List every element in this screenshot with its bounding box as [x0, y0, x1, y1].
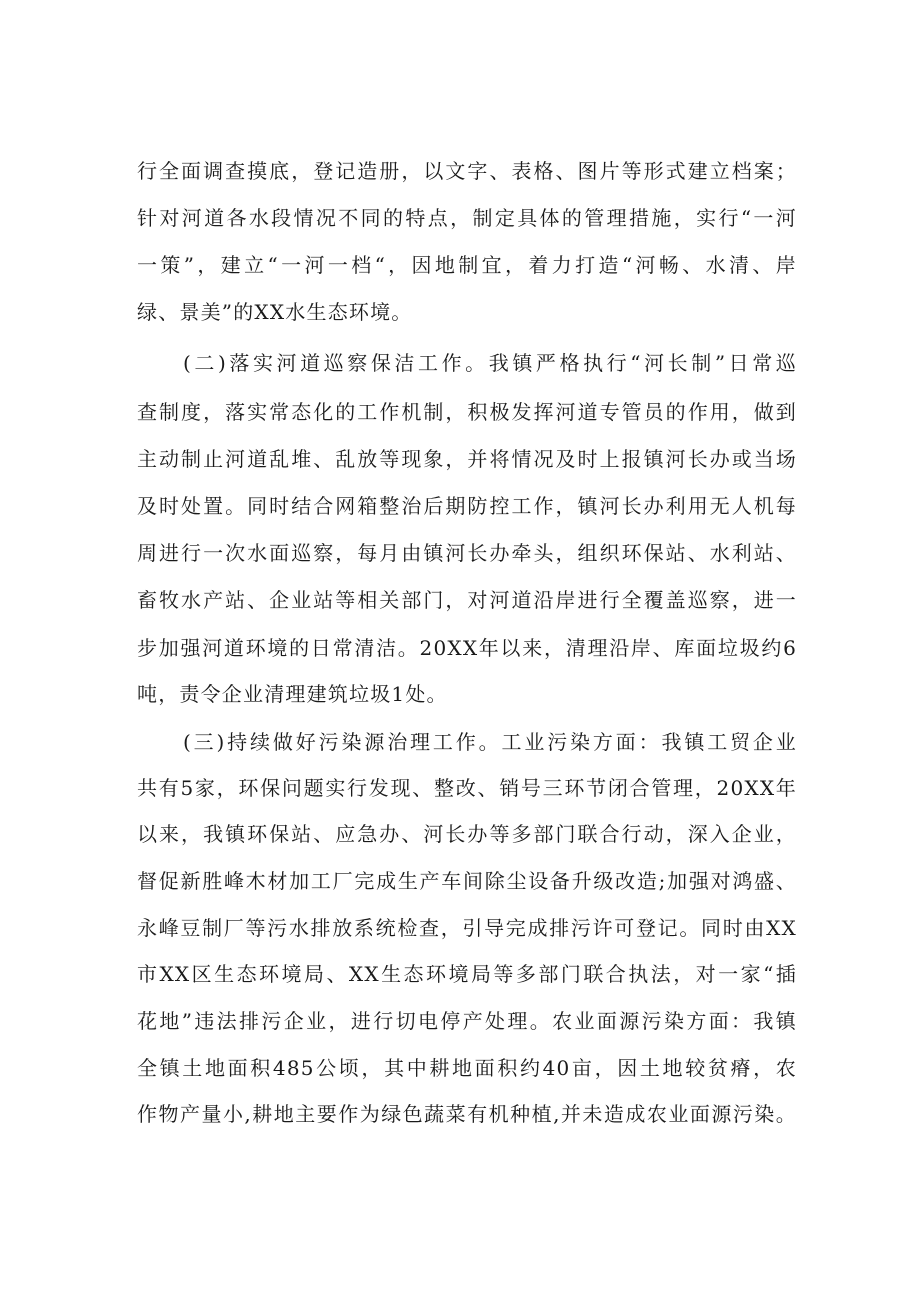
text-line: 及时处置。同时结合网箱整治后期防控工作，镇河长办利用无人机每 — [137, 494, 797, 518]
text-line: 周进行一次水面巡察，每月由镇河长办牵头，组织环保站、水利站、 — [137, 541, 797, 565]
paragraph-heading-line: (二)落实河道巡察保洁工作。我镇严格执行“河长制”日常巡 — [183, 351, 797, 375]
text-line: 行全面调查摸底，登记造册，以文字、表格、图片等形式建立档案； — [137, 159, 797, 183]
text-line: 作物产量小,耕地主要作为绿色蔬菜有机种植,并未造成农业面源污染。 — [137, 1102, 797, 1126]
text-line: 主动制止河道乱堆、乱放等现象，并将情况及时上报镇河长办或当场 — [137, 447, 797, 471]
text-line: 一策”，建立“一河一档“，因地制宜，着力打造“河畅、水清、岸 — [137, 253, 797, 277]
text-line: 花地”违法排污企业，进行切电停产处理。农业面源污染方面：我镇 — [137, 1009, 797, 1033]
text-line: 步加强河道环境的日常清洁。20XX年以来，清理沿岸、库面垃圾约6 — [137, 636, 797, 660]
text-line: 针对河道各水段情况不同的特点，制定具体的管理措施，实行“一河 — [137, 206, 797, 230]
text-line: 全镇土地面积485公顷，其中耕地面积约40亩，因土地较贫瘠，农 — [137, 1056, 797, 1080]
paragraph-heading-line: (三)持续做好污染源治理工作。工业污染方面：我镇工贸企业 — [183, 730, 797, 754]
text-line: 绿、景美”的XX水生态环境。 — [137, 300, 413, 324]
text-line: 市XX区生态环境局、XX生态环境局等多部门联合执法，对一家“插 — [137, 962, 797, 986]
text-line: 查制度，落实常态化的工作机制，积极发挥河道专管员的作用，做到 — [137, 400, 797, 424]
text-line: 永峰豆制厂等污水排放系统检查，引导完成排污许可登记。同时由XX — [137, 916, 797, 940]
text-line: 畜牧水产站、企业站等相关部门，对河道沿岸进行全覆盖巡察，进一 — [137, 588, 797, 612]
text-line: 以来，我镇环保站、应急办、河长办等多部门联合行动，深入企业， — [137, 822, 797, 846]
text-line: 共有5家，环保问题实行发现、整改、销号三环节闭合管理，20XX年 — [137, 776, 797, 800]
text-line: 督促新胜峰木材加工厂完成生产车间除尘设备升级改造;加强对鸿盛、 — [137, 869, 797, 893]
text-line: 吨，责令企业清理建筑垃圾1处。 — [137, 682, 448, 706]
